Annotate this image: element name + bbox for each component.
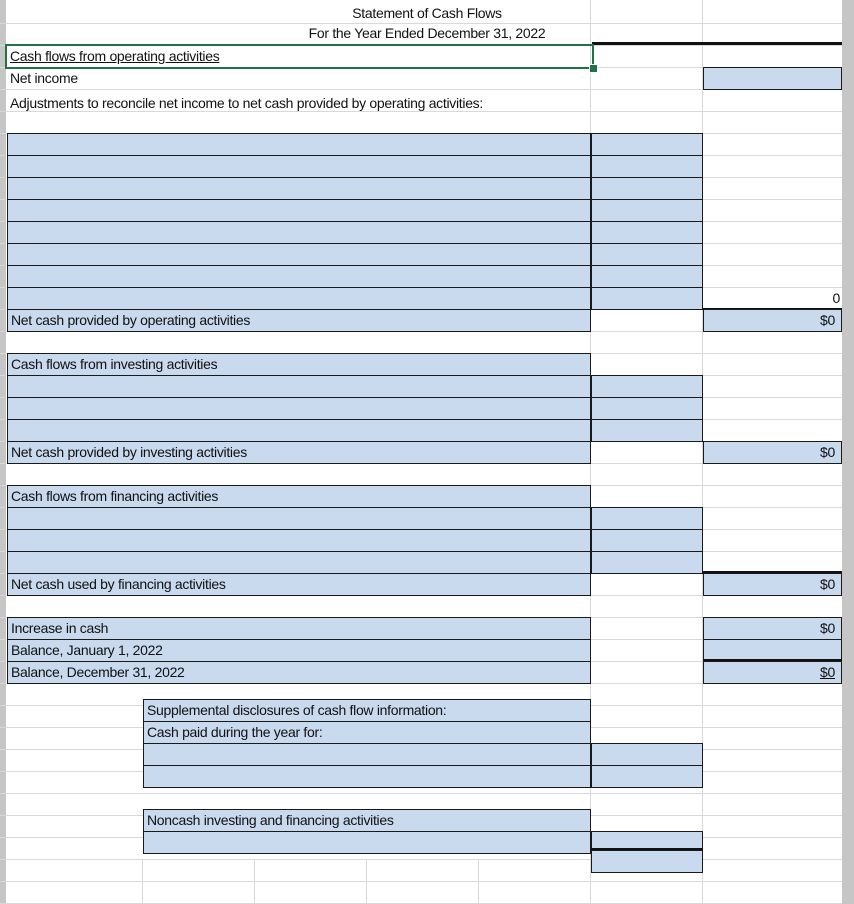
- adjustment-amount-input[interactable]: [591, 221, 703, 244]
- adjustment-amount-input[interactable]: [591, 287, 703, 310]
- statement-period: For the Year Ended December 31, 2022: [308, 25, 546, 41]
- selected-cell-border: [5, 44, 594, 69]
- net-investing-value: $0: [703, 441, 842, 464]
- cash-paid-amount-input[interactable]: [591, 765, 703, 788]
- adjustment-desc-input[interactable]: [7, 221, 591, 244]
- adjustment-amount-input[interactable]: [591, 177, 703, 200]
- net-financing-value: $0: [703, 573, 842, 596]
- fill-handle[interactable]: [589, 64, 598, 73]
- adjustment-desc-input[interactable]: [7, 199, 591, 222]
- financing-amount-input[interactable]: [591, 507, 703, 530]
- financing-amount-input[interactable]: [591, 551, 703, 574]
- investing-amount-input[interactable]: [591, 375, 703, 398]
- financing-desc-input[interactable]: [7, 529, 591, 552]
- adjustment-amount-input[interactable]: [591, 243, 703, 266]
- investing-header: Cash flows from investing activities: [7, 353, 591, 376]
- noncash-header: Noncash investing and financing activities: [143, 809, 591, 832]
- adjustment-amount-input[interactable]: [591, 265, 703, 288]
- balance-jan-label: Balance, January 1, 2022: [7, 639, 591, 662]
- adjustment-desc-input[interactable]: [7, 177, 591, 200]
- operating-subtotal: 0: [832, 290, 840, 306]
- financing-amount-input[interactable]: [591, 529, 703, 552]
- financing-header: Cash flows from financing activities: [7, 485, 591, 508]
- net-operating-label: Net cash provided by operating activities: [7, 309, 591, 332]
- increase-cash-label: Increase in cash: [7, 617, 591, 640]
- investing-desc-input[interactable]: [7, 419, 591, 442]
- adjustment-desc-input[interactable]: [7, 243, 591, 266]
- investing-amount-input[interactable]: [591, 419, 703, 442]
- net-financing-label: Net cash used by financing activities: [7, 573, 591, 596]
- balance-dec-value: $0: [703, 661, 842, 684]
- adjustments-label: Adjustments to reconcile net income to net cash provided by operating activities:: [10, 95, 483, 111]
- adjustment-desc-input[interactable]: [7, 265, 591, 288]
- noncash-total-input[interactable]: [591, 850, 703, 873]
- adjustment-desc-input[interactable]: [7, 155, 591, 178]
- adjustment-desc-input[interactable]: [7, 133, 591, 156]
- net-income-label: Net income: [10, 70, 78, 86]
- investing-desc-input[interactable]: [7, 397, 591, 420]
- financing-desc-input[interactable]: [7, 551, 591, 574]
- header-rule: [592, 42, 842, 45]
- balance-dec-label: Balance, December 31, 2022: [7, 661, 591, 684]
- operating-header[interactable]: Cash flows from operating activities: [10, 48, 220, 64]
- investing-desc-input[interactable]: [7, 375, 591, 398]
- cash-paid-label: Cash paid during the year for:: [143, 721, 591, 744]
- statement-title: Statement of Cash Flows: [352, 5, 502, 21]
- cash-paid-amount-input[interactable]: [591, 743, 703, 766]
- net-investing-label: Net cash provided by investing activities: [7, 441, 591, 464]
- adjustment-desc-input[interactable]: [7, 287, 591, 310]
- cash-paid-desc-input[interactable]: [143, 765, 591, 788]
- noncash-desc-input[interactable]: [143, 831, 591, 854]
- investing-amount-input[interactable]: [591, 397, 703, 420]
- net-income-input[interactable]: [703, 67, 842, 90]
- financing-desc-input[interactable]: [7, 507, 591, 530]
- adjustment-amount-input[interactable]: [591, 133, 703, 156]
- increase-cash-value: $0: [703, 617, 842, 640]
- supplemental-header: Supplemental disclosures of cash flow information:: [143, 699, 591, 722]
- net-operating-value: $0: [703, 309, 842, 332]
- adjustment-amount-input[interactable]: [591, 199, 703, 222]
- cash-paid-desc-input[interactable]: [143, 743, 591, 766]
- adjustment-amount-input[interactable]: [591, 155, 703, 178]
